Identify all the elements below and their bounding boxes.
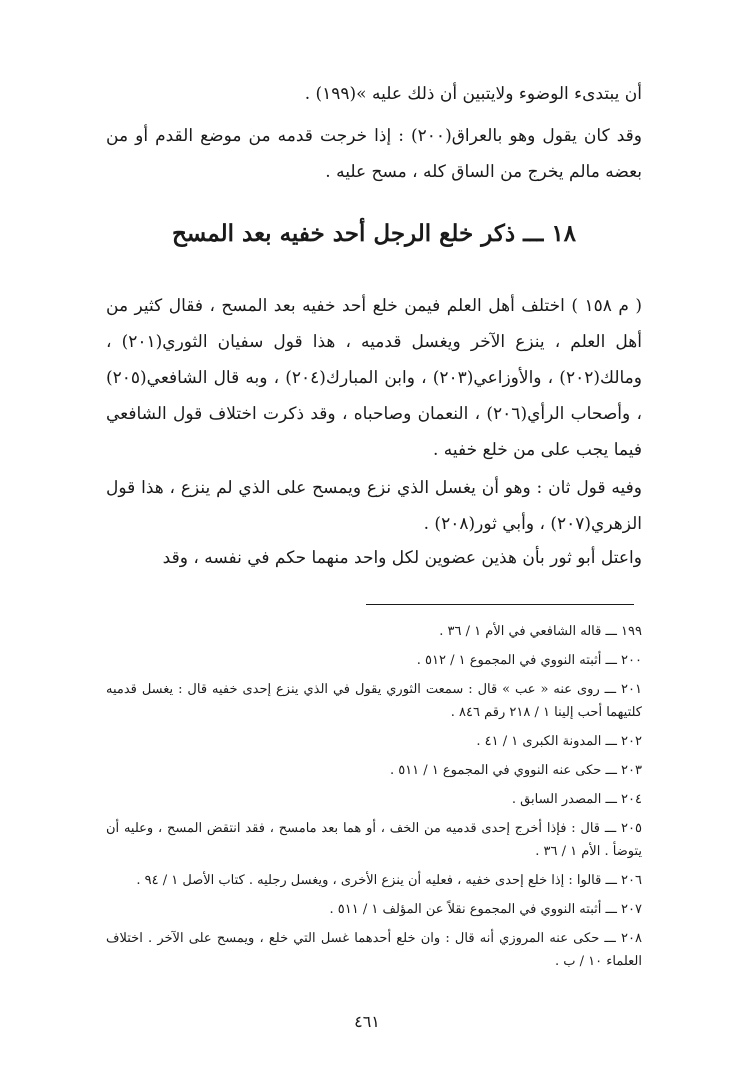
footnote: ٢٠٢ ـــ المدونة الكبرى ١ / ٤١ . — [476, 734, 642, 749]
footnote: ٢٠٨ ـــ حكى عنه المروزي أنه قال : وان خلع أحدهما غسل التي خلع ، ويمسح على الآخر . اختلاف العلماء ١٠ / ب . — [106, 931, 642, 969]
footnote: ٢٠١ ـــ روى عنه « عب » قال : سمعت الثوري يقول في الذي ينزع إحدى خفيه قال : يغسل قدميه كلتيهما أحب إلينا ١ / ٢١٨ رقم ٨٤٦ . — [106, 682, 642, 720]
paragraph-4-text: وفيه قول ثان : وهو أن يغسل الذي نزع ويمسح على الذي لم ينزع ، هذا قول الزهري(٢٠٧) ، وأبي ثور(٢٠٨) . — [106, 478, 642, 534]
footnote-divider — [366, 604, 634, 605]
page-number: ٤٦١ — [354, 1012, 380, 1031]
paragraph-4 — [106, 470, 642, 542]
footnote: ٢٠٤ ـــ المصدر السابق . — [511, 792, 642, 807]
paragraph-2-text: وقد كان يقول وهو بالعراق(٢٠٠) : إذا خرجت قدمه من موضع القدم أو من بعضه مالم يخرج من الساق كله ، مسح عليه . — [106, 126, 642, 182]
paragraph-3-text: ( م ١٥٨ ) اختلف أهل العلم فيمن خلع أحد خفيه بعد المسح ، فقال كثير من أهل العلم ، ينزع الآخر ويغسل قدميه ، هذا قول سفيان الثوري(٢٠١) ، ومالك(٢٠٢) ، والأوزاعي(٢٠٣) ، وابن المبارك(٢٠٤) ، وبه قال الشافعي(٢٠٥) ، وأصحاب الرأي(٢٠٦) ، النعمان وصاحباه ، وقد ذكرت اختلاف قول الشافعي فيما يجب على من خلع خفيه . — [106, 296, 643, 460]
footnote: ٢٠٥ ـــ قال : فإذا أخرج إحدى قدميه من الخف ، أو هما بعد مامسح ، فقد انتقض المسح ، وعليه أن يتوضأ . الأم ١ / ٣٦ . — [106, 821, 642, 859]
footnote: ٢٠٣ ـــ حكى عنه النووي في المجموع ١ / ٥١١ . — [389, 763, 642, 778]
footnote: ٢٠٠ ـــ أثبته النووي في المجموع ١ / ٥١٢ . — [416, 653, 642, 668]
footnote: ١٩٩ ـــ قاله الشافعي في الأم ١ / ٣٦ . — [439, 624, 642, 639]
footnote: ٢٠٦ ـــ قالوا : إذا خلع إحدى خفيه ، فعليه أن ينزع الأخرى ، ويغسل رجليه . كتاب الأصل ١ / ٩٤ . — [136, 873, 642, 888]
paragraph-5-text: واعتل أبو ثور بأن هذين عضوين لكل واحد منهما حكم في نفسه ، وقد — [162, 548, 642, 568]
paragraph-1-text: أن يبتدىء الوضوء ولايتبين أن ذلك عليه »(١٩٩) . — [304, 84, 642, 104]
paragraph-2 — [106, 118, 642, 190]
paragraph-1 — [106, 76, 642, 112]
paragraph-3 — [106, 288, 642, 468]
paragraph-5 — [106, 540, 642, 576]
footnote: ٢٠٧ ـــ أثبته النووي في المجموع نقلاً عن المؤلف ١ / ٥١١ . — [329, 902, 642, 917]
footnotes — [106, 620, 642, 979]
section-heading: ١٨ ـــ ذكر خلع الرجل أحد خفيه بعد المسح — [171, 220, 577, 247]
